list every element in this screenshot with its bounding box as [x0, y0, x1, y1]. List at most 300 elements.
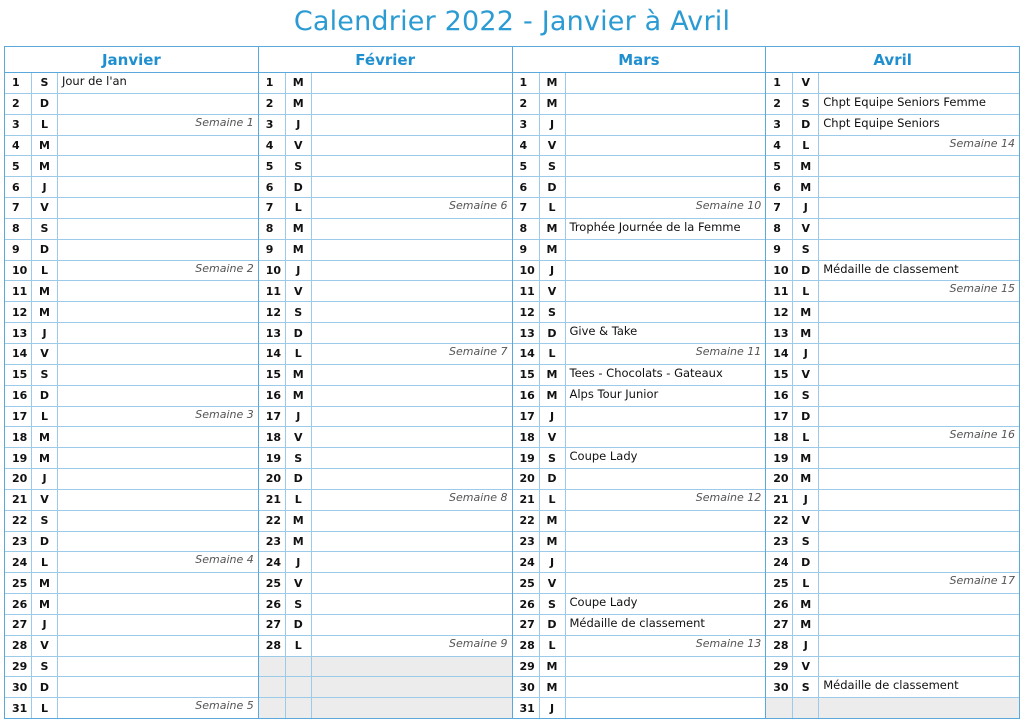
weekday-letter: M: [32, 302, 58, 322]
event-cell: [566, 323, 766, 343]
event-cell: [819, 677, 1019, 697]
weekday-letter: J: [540, 407, 566, 427]
day-number: 31: [5, 698, 32, 718]
event-cell: [819, 261, 1019, 281]
day-row: [5, 427, 258, 448]
event-cell: [58, 532, 258, 552]
day-number: 22: [513, 511, 540, 531]
day-number: 10: [766, 261, 793, 281]
day-number: 2: [513, 94, 540, 114]
day-number: 22: [5, 511, 32, 531]
weekday-letter: L: [32, 552, 58, 572]
weekday-letter: V: [286, 427, 312, 447]
weekday-letter: M: [286, 94, 312, 114]
day-number: 26: [766, 594, 793, 614]
event-cell: [819, 615, 1019, 635]
day-row: [5, 365, 258, 386]
day-number: 21: [766, 490, 793, 510]
weekday-letter: M: [540, 240, 566, 260]
weekday-letter: J: [540, 115, 566, 135]
empty-day-row: [259, 698, 512, 718]
event-cell: [58, 407, 258, 427]
event-cell: [58, 511, 258, 531]
event-cell: [819, 94, 1019, 114]
day-number: 15: [5, 365, 32, 385]
weekday-letter: V: [540, 281, 566, 301]
day-row: [5, 240, 258, 261]
weekday-letter: M: [793, 323, 819, 343]
day-number: 16: [5, 386, 32, 406]
event-label: Médaille de classement: [569, 615, 705, 630]
week-label: Semaine 10: [695, 199, 762, 213]
day-number: 27: [513, 615, 540, 635]
weekday-letter: V: [793, 219, 819, 239]
day-number: 19: [5, 448, 32, 468]
day-row: [513, 136, 766, 157]
week-label: Semaine 12: [695, 490, 762, 504]
day-row: [766, 198, 1019, 219]
empty-day-row: [259, 677, 512, 698]
day-number: 6: [259, 177, 286, 197]
weekday-letter: M: [540, 94, 566, 114]
event-cell: [819, 302, 1019, 322]
weekday-letter: V: [286, 573, 312, 593]
day-number: 14: [259, 344, 286, 364]
weekday-letter: J: [540, 261, 566, 281]
day-number: 22: [766, 511, 793, 531]
weekday-letter: D: [286, 323, 312, 343]
event-cell: [566, 281, 766, 301]
event-cell: [566, 261, 766, 281]
event-cell: [312, 365, 512, 385]
weekday-letter: S: [793, 240, 819, 260]
weekday-letter: [793, 698, 819, 718]
event-cell: [312, 177, 512, 197]
day-number: 16: [259, 386, 286, 406]
day-row: [513, 302, 766, 323]
event-cell: [58, 302, 258, 322]
day-row: [5, 552, 258, 573]
weekday-letter: M: [286, 511, 312, 531]
day-row: [259, 198, 512, 219]
event-cell: [312, 615, 512, 635]
weekday-letter: V: [286, 281, 312, 301]
day-number: 1: [259, 73, 286, 93]
event-cell: [566, 448, 766, 468]
day-row: [259, 532, 512, 553]
month-column: [765, 47, 1019, 718]
weekday-letter: S: [32, 657, 58, 677]
day-number: 7: [513, 198, 540, 218]
day-number: 28: [766, 636, 793, 656]
event-label: Trophée Journée de la Femme: [569, 219, 741, 234]
day-row: [259, 219, 512, 240]
day-row: [766, 407, 1019, 428]
week-label: Semaine 1: [195, 115, 254, 129]
day-row: [513, 657, 766, 678]
day-row: [259, 427, 512, 448]
day-row: [766, 136, 1019, 157]
day-number: 18: [259, 427, 286, 447]
weekday-letter: V: [32, 490, 58, 510]
month-column: [512, 47, 766, 718]
day-row: [513, 344, 766, 365]
weekday-letter: V: [793, 73, 819, 93]
weekday-letter: D: [793, 261, 819, 281]
day-row: [259, 73, 512, 94]
event-cell: [58, 240, 258, 260]
day-row: [5, 386, 258, 407]
day-row: [5, 636, 258, 657]
day-number: 8: [259, 219, 286, 239]
day-row: [513, 573, 766, 594]
day-number: 24: [5, 552, 32, 572]
day-row: [766, 365, 1019, 386]
day-row: [513, 94, 766, 115]
weekday-letter: M: [793, 177, 819, 197]
week-label: Semaine 14: [949, 136, 1015, 150]
weekday-letter: S: [793, 532, 819, 552]
weekday-letter: L: [793, 427, 819, 447]
day-row: [5, 136, 258, 157]
day-row: [5, 219, 258, 240]
event-cell: [312, 344, 512, 364]
day-rows: [259, 73, 512, 718]
event-cell: [819, 365, 1019, 385]
event-cell: [566, 532, 766, 552]
day-number: 9: [5, 240, 32, 260]
weekday-letter: M: [793, 594, 819, 614]
day-row: [5, 677, 258, 698]
event-cell: [566, 490, 766, 510]
event-cell: [819, 344, 1019, 364]
weekday-letter: D: [32, 386, 58, 406]
event-cell: [312, 240, 512, 260]
day-row: [5, 573, 258, 594]
weekday-letter: S: [286, 448, 312, 468]
day-number: 4: [5, 136, 32, 156]
event-cell: [312, 532, 512, 552]
day-number: 28: [259, 636, 286, 656]
event-cell: [566, 615, 766, 635]
event-cell: [566, 156, 766, 176]
day-number: 25: [259, 573, 286, 593]
day-row: [513, 177, 766, 198]
event-cell: [312, 136, 512, 156]
day-row: [766, 636, 1019, 657]
event-cell: [819, 407, 1019, 427]
day-number: 14: [513, 344, 540, 364]
day-number: 23: [259, 532, 286, 552]
event-cell: [58, 344, 258, 364]
day-row: [259, 552, 512, 573]
weekday-letter: J: [32, 469, 58, 489]
day-number: 29: [513, 657, 540, 677]
day-row: [766, 615, 1019, 636]
day-number: 27: [5, 615, 32, 635]
event-cell: [819, 511, 1019, 531]
day-row: [259, 281, 512, 302]
event-cell: [58, 73, 258, 93]
event-cell: [819, 323, 1019, 343]
day-number: 5: [259, 156, 286, 176]
day-row: [259, 407, 512, 428]
day-row: [259, 365, 512, 386]
day-number: 3: [5, 115, 32, 135]
weekday-letter: L: [32, 261, 58, 281]
event-cell: [566, 594, 766, 614]
day-number: 12: [259, 302, 286, 322]
day-row: [766, 219, 1019, 240]
day-row: [259, 302, 512, 323]
day-row: [513, 365, 766, 386]
day-row: [259, 615, 512, 636]
weekday-letter: [286, 657, 312, 677]
day-row: [766, 240, 1019, 261]
day-row: [259, 136, 512, 157]
day-number: 2: [5, 94, 32, 114]
day-number: 7: [5, 198, 32, 218]
event-cell: [58, 156, 258, 176]
day-row: [5, 615, 258, 636]
week-label: Semaine 9: [449, 636, 508, 650]
weekday-letter: M: [32, 448, 58, 468]
event-cell: [58, 136, 258, 156]
day-number: 28: [513, 636, 540, 656]
weekday-letter: J: [793, 636, 819, 656]
day-rows: [5, 73, 258, 718]
day-number: 10: [259, 261, 286, 281]
event-cell: [58, 365, 258, 385]
day-row: [259, 448, 512, 469]
weekday-letter: [286, 698, 312, 718]
weekday-letter: M: [32, 427, 58, 447]
event-cell: [312, 448, 512, 468]
page-title: Calendrier 2022 - Janvier à Avril: [293, 6, 731, 37]
weekday-letter: [286, 677, 312, 697]
day-row: [766, 73, 1019, 94]
event-cell: [58, 677, 258, 697]
day-number: 1: [766, 73, 793, 93]
day-number: 22: [259, 511, 286, 531]
day-row: [259, 240, 512, 261]
day-number: 12: [513, 302, 540, 322]
day-number: 17: [513, 407, 540, 427]
month-header: Janvier: [5, 47, 258, 73]
weekday-letter: M: [793, 156, 819, 176]
weekday-letter: S: [286, 302, 312, 322]
event-cell: [312, 302, 512, 322]
day-number: 19: [513, 448, 540, 468]
weekday-letter: S: [32, 73, 58, 93]
weekday-letter: D: [793, 552, 819, 572]
event-cell: [58, 573, 258, 593]
day-row: [259, 386, 512, 407]
weekday-letter: J: [286, 115, 312, 135]
day-number: 11: [5, 281, 32, 301]
weekday-letter: D: [793, 407, 819, 427]
day-number: 16: [513, 386, 540, 406]
day-number: 20: [766, 469, 793, 489]
event-cell: [566, 219, 766, 239]
event-cell: [58, 552, 258, 572]
day-row: [5, 532, 258, 553]
day-row: [5, 94, 258, 115]
day-row: [513, 615, 766, 636]
day-row: [766, 469, 1019, 490]
event-cell: [312, 73, 512, 93]
day-row: [259, 94, 512, 115]
weekday-letter: D: [286, 615, 312, 635]
day-row: [766, 594, 1019, 615]
weekday-letter: M: [793, 448, 819, 468]
day-number: 13: [5, 323, 32, 343]
day-number: 13: [259, 323, 286, 343]
weekday-letter: M: [540, 219, 566, 239]
weekday-letter: D: [32, 240, 58, 260]
day-number: 12: [5, 302, 32, 322]
weekday-letter: M: [540, 677, 566, 697]
weekday-letter: D: [793, 115, 819, 135]
weekday-letter: S: [540, 302, 566, 322]
day-row: [513, 698, 766, 718]
day-row: [5, 698, 258, 718]
day-row: [513, 448, 766, 469]
week-label: Semaine 17: [949, 574, 1015, 588]
day-number: 19: [766, 448, 793, 468]
day-rows: [513, 73, 766, 718]
event-cell: [312, 511, 512, 531]
event-cell: [566, 94, 766, 114]
weekday-letter: D: [32, 532, 58, 552]
day-number: 25: [5, 573, 32, 593]
event-cell: [58, 94, 258, 114]
day-number: 13: [513, 323, 540, 343]
weekday-letter: S: [793, 94, 819, 114]
event-cell: [566, 657, 766, 677]
day-row: [259, 469, 512, 490]
weekday-letter: V: [793, 511, 819, 531]
day-number: 5: [766, 156, 793, 176]
day-number: 6: [5, 177, 32, 197]
event-cell: [312, 115, 512, 135]
event-label: Tees - Chocolats - Gateaux: [569, 365, 723, 380]
event-cell: [58, 490, 258, 510]
day-row: [5, 281, 258, 302]
day-row: [259, 636, 512, 657]
day-number: 8: [5, 219, 32, 239]
event-cell: [566, 469, 766, 489]
day-number: 15: [766, 365, 793, 385]
weekday-letter: M: [540, 73, 566, 93]
weekday-letter: S: [32, 511, 58, 531]
event-cell: [58, 115, 258, 135]
weekday-letter: M: [793, 615, 819, 635]
weekday-letter: S: [32, 365, 58, 385]
weekday-letter: D: [540, 469, 566, 489]
weekday-letter: S: [793, 386, 819, 406]
week-label: Semaine 3: [195, 407, 254, 421]
day-number: 23: [766, 532, 793, 552]
day-number: 5: [5, 156, 32, 176]
day-row: [259, 115, 512, 136]
event-cell: [312, 636, 512, 656]
weekday-letter: L: [32, 115, 58, 135]
day-number: 20: [513, 469, 540, 489]
event-label: Médaille de classement: [823, 678, 959, 693]
day-row: [766, 427, 1019, 448]
week-label: Semaine 16: [949, 428, 1015, 442]
day-number: 30: [513, 677, 540, 697]
day-number: 30: [766, 677, 793, 697]
month-column: [258, 47, 512, 718]
event-cell: [819, 552, 1019, 572]
event-cell: [819, 698, 1019, 718]
weekday-letter: J: [286, 552, 312, 572]
day-row: [766, 302, 1019, 323]
day-number: 15: [513, 365, 540, 385]
day-number: 10: [5, 261, 32, 281]
event-label: Jour de l'an: [62, 74, 127, 88]
day-number: 26: [5, 594, 32, 614]
event-cell: [819, 73, 1019, 93]
weekday-letter: M: [32, 281, 58, 301]
day-row: [513, 407, 766, 428]
day-number: 3: [766, 115, 793, 135]
day-row: [259, 261, 512, 282]
event-cell: [312, 698, 512, 718]
day-number: 21: [5, 490, 32, 510]
day-row: [259, 323, 512, 344]
weekday-letter: S: [286, 156, 312, 176]
weekday-letter: L: [286, 198, 312, 218]
event-label: Coupe Lady: [569, 595, 638, 610]
day-row: [259, 511, 512, 532]
day-row: [766, 677, 1019, 698]
day-row: [259, 594, 512, 615]
day-number: 12: [766, 302, 793, 322]
weekday-letter: J: [32, 323, 58, 343]
event-cell: [819, 177, 1019, 197]
day-row: [5, 323, 258, 344]
day-number: [259, 698, 286, 718]
event-cell: [819, 156, 1019, 176]
event-label: Alps Tour Junior: [569, 386, 659, 401]
weekday-letter: V: [793, 365, 819, 385]
day-row: [5, 469, 258, 490]
event-label: Coupe Lady: [569, 449, 638, 464]
weekday-letter: M: [286, 240, 312, 260]
event-cell: [58, 281, 258, 301]
weekday-letter: M: [540, 511, 566, 531]
day-number: 17: [766, 407, 793, 427]
weekday-letter: L: [32, 698, 58, 718]
event-cell: [58, 177, 258, 197]
event-cell: [312, 490, 512, 510]
day-row: [513, 323, 766, 344]
event-cell: [312, 386, 512, 406]
weekday-letter: S: [540, 594, 566, 614]
day-row: [513, 281, 766, 302]
day-number: 27: [766, 615, 793, 635]
event-cell: [819, 136, 1019, 156]
weekday-letter: L: [286, 490, 312, 510]
day-row: [5, 344, 258, 365]
weekday-letter: S: [793, 677, 819, 697]
day-row: [513, 240, 766, 261]
event-cell: [566, 115, 766, 135]
weekday-letter: M: [540, 386, 566, 406]
